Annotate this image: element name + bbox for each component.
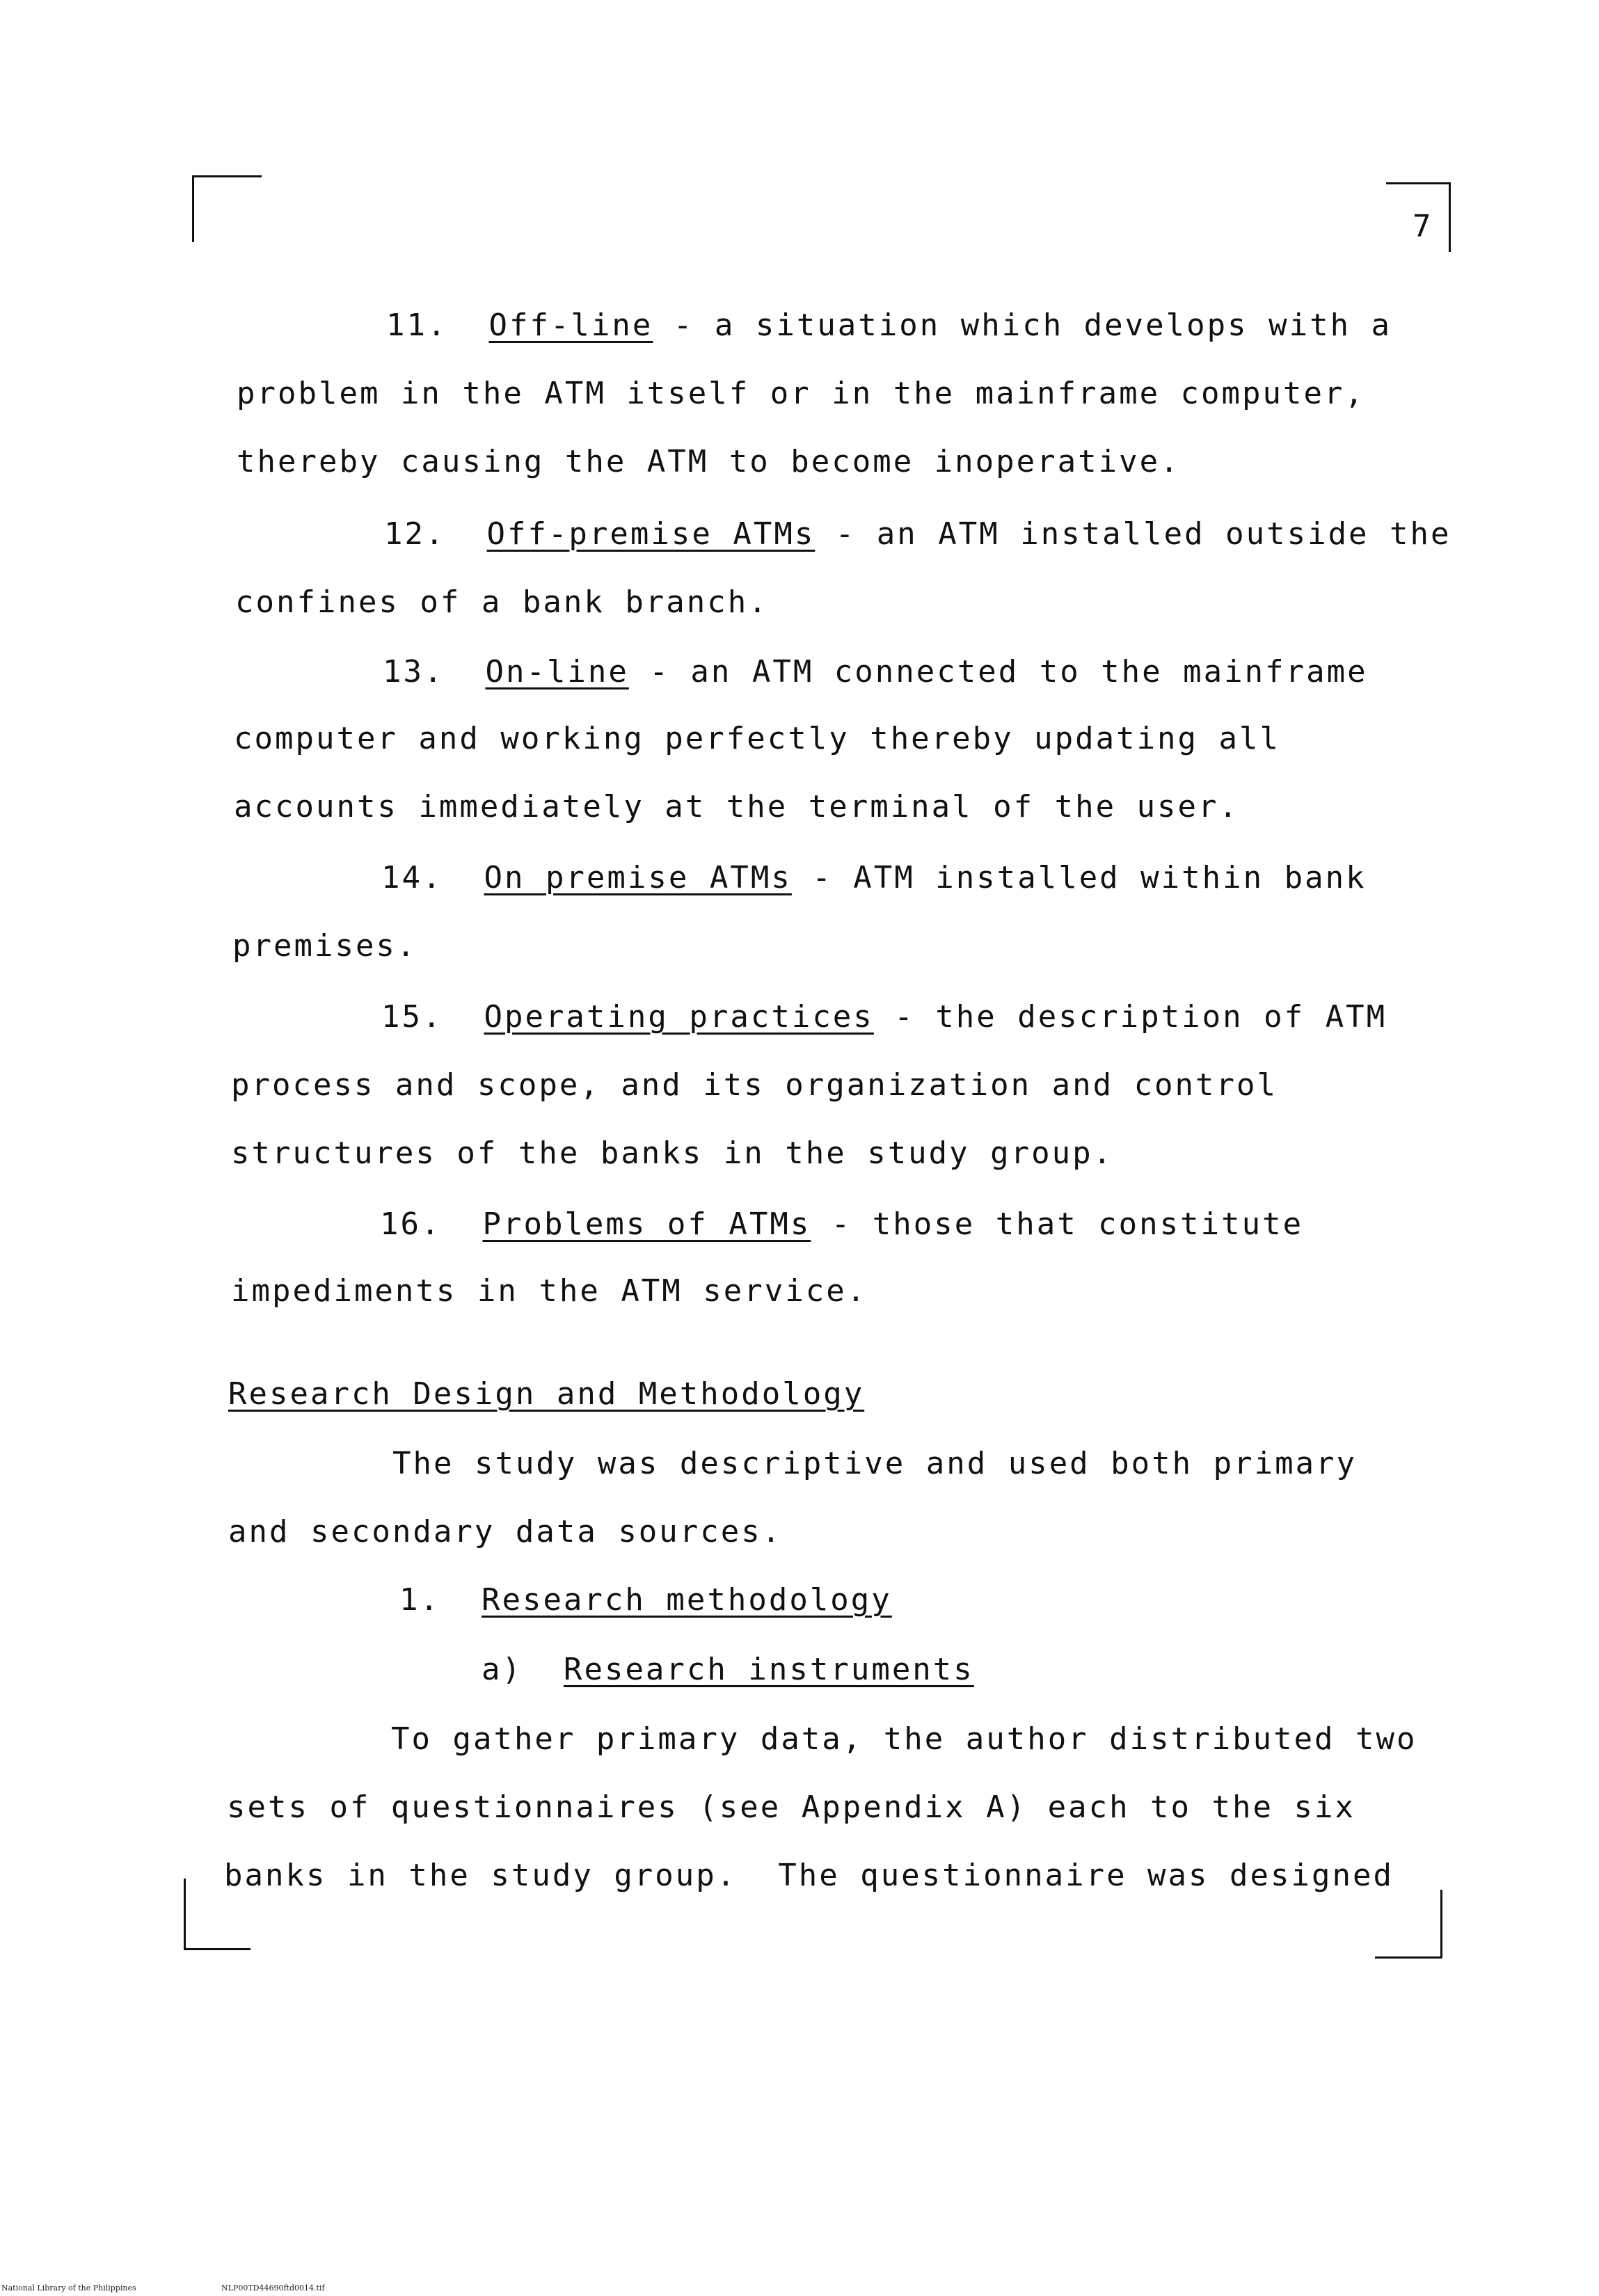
item-term: On-line	[485, 654, 629, 689]
paragraph-line: sets of questionnaires (see Appendix A) each to the six	[227, 1789, 1355, 1825]
crop-mark-top-right-v	[1449, 182, 1451, 252]
subheading	[482, 1652, 974, 1688]
paragraph-line: banks in the study group. The questionnaire was designed	[224, 1858, 1394, 1893]
item-text: - ATM installed within bank	[791, 860, 1367, 895]
item-continuation: computer and working perfectly thereby updating all	[234, 721, 1281, 756]
item-term: Off-line	[488, 308, 653, 343]
section-heading: Research Design and Methodology	[228, 1376, 865, 1412]
definition-item	[384, 516, 1451, 552]
item-continuation: accounts immediately at the terminal of the user.	[234, 789, 1240, 824]
paragraph-line: The study was descriptive and used both primary	[392, 1446, 1358, 1481]
subheading-number: 1.	[399, 1582, 440, 1618]
page-number: 7	[1413, 209, 1431, 244]
definition-item	[380, 1206, 1303, 1243]
item-continuation: confines of a bank branch.	[235, 584, 769, 620]
item-continuation: premises.	[232, 928, 417, 964]
item-continuation: thereby causing the ATM to become inoperative.	[237, 444, 1181, 479]
crop-mark-bottom-right-h	[1375, 1956, 1442, 1959]
paragraph-line: and secondary data sources.	[228, 1514, 783, 1549]
item-term: On premise ATMs	[484, 860, 792, 895]
definition-item	[386, 308, 1392, 344]
item-text: - an ATM connected to the mainframe	[628, 654, 1368, 689]
item-continuation: process and scope, and its organization and control	[231, 1067, 1278, 1103]
item-term: Problems of ATMs	[482, 1206, 811, 1242]
item-continuation: problem in the ATM itself or in the mainframe computer,	[237, 376, 1365, 411]
item-text: - a situation which develops with a	[653, 308, 1392, 343]
item-continuation: impediments in the ATM service.	[231, 1273, 868, 1309]
crop-mark-bottom-right-v	[1440, 1890, 1442, 1958]
item-continuation: structures of the banks in the study group.	[231, 1135, 1114, 1171]
item-number: 12.	[384, 516, 446, 552]
item-number: 14.	[381, 860, 443, 895]
footer-source: National Library of the Philippines	[1, 2283, 136, 2293]
item-term: Off-premise ATMs	[486, 516, 816, 552]
crop-mark-bottom-left-h	[184, 1948, 250, 1950]
item-text: - those that constitute	[811, 1206, 1304, 1242]
definition-item	[381, 860, 1367, 896]
crop-mark-top-left-h	[192, 175, 262, 177]
subheading-label: Research methodology	[481, 1582, 892, 1618]
item-term: Operating practices	[484, 999, 874, 1035]
item-text: - an ATM installed outside the	[815, 516, 1451, 552]
subheading-label: Research instruments	[563, 1652, 974, 1687]
paragraph-line: To gather primary data, the author distributed two	[391, 1721, 1417, 1757]
item-number: 15.	[381, 999, 443, 1035]
item-number: 11.	[386, 308, 448, 343]
crop-mark-top-right-h	[1386, 182, 1450, 184]
crop-mark-top-left-v	[192, 175, 194, 242]
subheading	[399, 1582, 892, 1618]
item-text: - the description of ATM	[873, 999, 1387, 1035]
footer-filename: NLP00TD44690ftd0014.tif	[221, 2283, 325, 2293]
crop-mark-bottom-left-v	[184, 1879, 186, 1950]
definition-item	[383, 654, 1368, 690]
item-number: 16.	[380, 1206, 442, 1242]
definition-item	[381, 999, 1387, 1035]
subheading-number: a)	[482, 1652, 523, 1687]
item-number: 13.	[383, 654, 445, 689]
